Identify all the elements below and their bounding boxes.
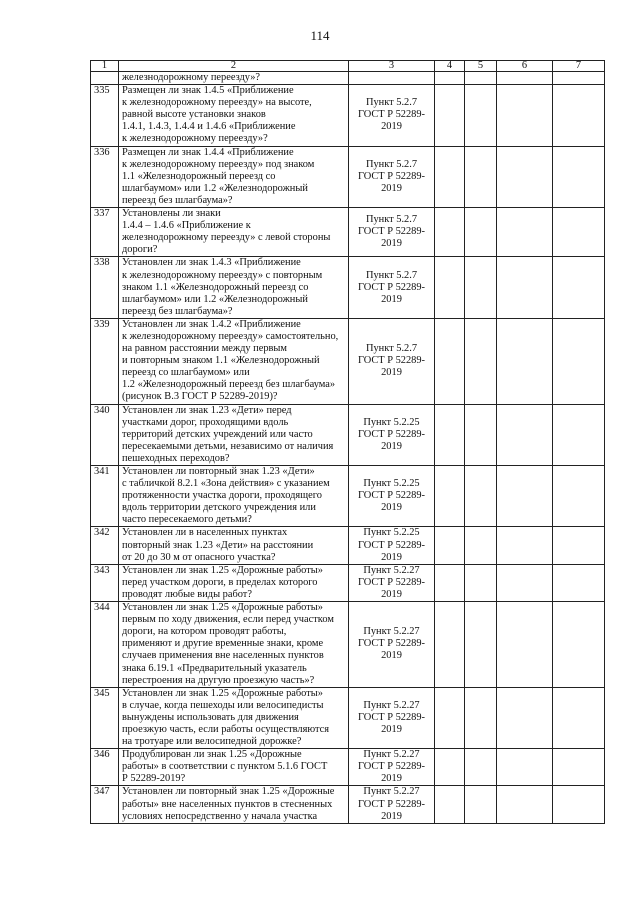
table-row xyxy=(91,564,605,601)
row-number-cell xyxy=(91,72,119,85)
column-header-3: 3 xyxy=(349,61,435,72)
row-number-cell: 344 xyxy=(91,602,119,688)
reference-cell: Пункт 5.2.7 ГОСТ Р 52289- 2019 xyxy=(349,208,435,257)
reference-cell: Пункт 5.2.7 ГОСТ Р 52289- 2019 xyxy=(349,257,435,318)
empty-cell xyxy=(497,318,553,404)
table-row xyxy=(91,318,605,404)
empty-cell xyxy=(435,466,465,527)
row-number-cell: 336 xyxy=(91,146,119,207)
question-text-cell: Установлены ли знаки 1.4.4 – 1.4.6 «Приближение к железнодорожному переезду» с левой стороны дороги? xyxy=(119,208,349,257)
table-row xyxy=(91,527,605,564)
row-number-cell: 347 xyxy=(91,786,119,823)
empty-cell xyxy=(435,786,465,823)
empty-cell xyxy=(497,602,553,688)
empty-cell xyxy=(553,85,605,146)
question-text-cell: Установлен ли знак 1.23 «Дети» перед участками дорог, проходящими вдоль территорий детских учреждений или часто пересекаемыми детьми, независимо от наличия пешеходных переходов? xyxy=(119,404,349,465)
empty-cell xyxy=(435,602,465,688)
empty-cell xyxy=(465,687,497,748)
empty-cell xyxy=(435,85,465,146)
table-row xyxy=(91,749,605,786)
table-row xyxy=(91,602,605,688)
reference-cell: Пункт 5.2.25 ГОСТ Р 52289- 2019 xyxy=(349,527,435,564)
empty-cell xyxy=(497,564,553,601)
reference-cell: Пункт 5.2.27 ГОСТ Р 52289- 2019 xyxy=(349,749,435,786)
reference-cell xyxy=(349,72,435,85)
column-header-1: 1 xyxy=(91,61,119,72)
empty-cell xyxy=(465,208,497,257)
empty-cell xyxy=(497,527,553,564)
column-header-5: 5 xyxy=(465,61,497,72)
reference-cell: Пункт 5.2.7 ГОСТ Р 52289- 2019 xyxy=(349,85,435,146)
column-header-4: 4 xyxy=(435,61,465,72)
empty-cell xyxy=(465,72,497,85)
empty-cell xyxy=(553,527,605,564)
empty-cell xyxy=(553,318,605,404)
reference-cell: Пункт 5.2.7 ГОСТ Р 52289- 2019 xyxy=(349,146,435,207)
reference-cell: Пункт 5.2.25 ГОСТ Р 52289- 2019 xyxy=(349,466,435,527)
empty-cell xyxy=(553,208,605,257)
empty-cell xyxy=(435,146,465,207)
row-number-cell: 343 xyxy=(91,564,119,601)
row-number-cell: 338 xyxy=(91,257,119,318)
empty-cell xyxy=(553,786,605,823)
empty-cell xyxy=(553,404,605,465)
table-row xyxy=(91,687,605,748)
question-text-cell: Установлен ли знак 1.25 «Дорожные работы» перед участком дороги, в пределах которого проводят любые виды работ? xyxy=(119,564,349,601)
empty-cell xyxy=(435,404,465,465)
empty-cell xyxy=(553,146,605,207)
reference-cell: Пункт 5.2.27 ГОСТ Р 52289- 2019 xyxy=(349,687,435,748)
question-text-cell: Установлен ли знак 1.25 «Дорожные работы» в случае, когда пешеходы или велосипедисты вынуждены использовать для движения проезжую часть, если работы осуществляются на тротуаре или велосипедной дорожке? xyxy=(119,687,349,748)
empty-cell xyxy=(553,749,605,786)
empty-cell xyxy=(497,404,553,465)
row-number-cell: 335 xyxy=(91,85,119,146)
empty-cell xyxy=(553,466,605,527)
reference-cell: Пункт 5.2.27 ГОСТ Р 52289- 2019 xyxy=(349,602,435,688)
continuation-text: железнодорожному переезду»? xyxy=(119,72,349,85)
column-header-7: 7 xyxy=(553,61,605,72)
empty-cell xyxy=(553,564,605,601)
empty-cell xyxy=(553,72,605,85)
table-row xyxy=(91,404,605,465)
empty-cell xyxy=(553,257,605,318)
empty-cell xyxy=(497,257,553,318)
checklist-table xyxy=(90,60,605,824)
empty-cell xyxy=(497,85,553,146)
empty-cell xyxy=(465,318,497,404)
table-row xyxy=(91,85,605,146)
row-number-cell: 341 xyxy=(91,466,119,527)
empty-cell xyxy=(465,466,497,527)
empty-cell xyxy=(435,72,465,85)
empty-cell xyxy=(497,749,553,786)
row-number-cell: 346 xyxy=(91,749,119,786)
table-row xyxy=(91,466,605,527)
empty-cell xyxy=(465,749,497,786)
row-number-cell: 339 xyxy=(91,318,119,404)
empty-cell xyxy=(435,527,465,564)
question-text-cell: Установлен ли повторный знак 1.25 «Дорожные работы» вне населенных пунктов в стесненных условиях непосредственно у начала участка xyxy=(119,786,349,823)
reference-cell: Пункт 5.2.7 ГОСТ Р 52289- 2019 xyxy=(349,318,435,404)
reference-cell: Пункт 5.2.25 ГОСТ Р 52289- 2019 xyxy=(349,404,435,465)
empty-cell xyxy=(497,72,553,85)
row-number-cell: 345 xyxy=(91,687,119,748)
empty-cell xyxy=(497,208,553,257)
empty-cell xyxy=(435,749,465,786)
empty-cell xyxy=(465,257,497,318)
empty-cell xyxy=(465,404,497,465)
empty-cell xyxy=(553,602,605,688)
page-number: 114 xyxy=(310,28,330,43)
empty-cell xyxy=(497,687,553,748)
header-row xyxy=(91,61,605,72)
question-text-cell: Установлен ли знак 1.4.3 «Приближение к железнодорожному переезду» с повторным знаком 1.1 «Железнодорожный переезд со шлагбаумом» или 1.2 «Железнодорожный переезд без шлагбаума»? xyxy=(119,257,349,318)
continuation-row xyxy=(91,72,605,85)
row-number-cell: 340 xyxy=(91,404,119,465)
row-number-cell: 337 xyxy=(91,208,119,257)
question-text-cell: Размещен ли знак 1.4.5 «Приближение к железнодорожному переезду» на высоте, равной высоте установки знаков 1.4.1, 1.4.3, 1.4.4 и 1.4.6 «Приближение к железнодорожному переезду»? xyxy=(119,85,349,146)
row-number-cell: 342 xyxy=(91,527,119,564)
empty-cell xyxy=(465,602,497,688)
column-header-6: 6 xyxy=(497,61,553,72)
empty-cell xyxy=(465,564,497,601)
column-header-2: 2 xyxy=(119,61,349,72)
table-row xyxy=(91,786,605,823)
question-text-cell: Размещен ли знак 1.4.4 «Приближение к железнодорожному переезду» под знаком 1.1 «Железнодорожный переезд со шлагбаумом» или 1.2 «Железнодорожный переезд без шлагбаума»? xyxy=(119,146,349,207)
question-text-cell: Продублирован ли знак 1.25 «Дорожные работы» в соответствии с пунктом 5.1.6 ГОСТ Р 52289-2019? xyxy=(119,749,349,786)
reference-cell: Пункт 5.2.27 ГОСТ Р 52289- 2019 xyxy=(349,564,435,601)
empty-cell xyxy=(435,208,465,257)
question-text-cell: Установлен ли знак 1.4.2 «Приближение к железнодорожному переезду» самостоятельно, на равном расстоянии между первым и повторным знаком 1.1 «Железнодорожный переезд со шлагбаумом» или 1.2 «Железнодорожный переезд без шлагбаума» (рисунок В.3 ГОСТ Р 52289-2019)? xyxy=(119,318,349,404)
empty-cell xyxy=(465,85,497,146)
empty-cell xyxy=(497,466,553,527)
empty-cell xyxy=(435,318,465,404)
empty-cell xyxy=(497,786,553,823)
empty-cell xyxy=(435,687,465,748)
empty-cell xyxy=(497,146,553,207)
table-row xyxy=(91,257,605,318)
reference-cell: Пункт 5.2.27 ГОСТ Р 52289- 2019 xyxy=(349,786,435,823)
table-row xyxy=(91,208,605,257)
empty-cell xyxy=(553,687,605,748)
empty-cell xyxy=(435,564,465,601)
question-text-cell: Установлен ли повторный знак 1.23 «Дети» с табличкой 8.2.1 «Зона действия» с указанием протяженности участка дороги, проходящего вдоль территории детского учреждения или часто пересекаемого детьми? xyxy=(119,466,349,527)
empty-cell xyxy=(435,257,465,318)
empty-cell xyxy=(465,146,497,207)
question-text-cell: Установлен ли в населенных пунктах повторный знак 1.23 «Дети» на расстоянии от 20 до 30 м от опасного участка? xyxy=(119,527,349,564)
empty-cell xyxy=(465,527,497,564)
question-text-cell: Установлен ли знак 1.25 «Дорожные работы» первым по ходу движения, если перед участком дороги, на котором проводят работы, применяют и другие временные знаки, кроме случаев применения вне населенных пунктов знака 6.19.1 «Предварительный указатель перестроения на другую проезжую часть»? xyxy=(119,602,349,688)
empty-cell xyxy=(465,786,497,823)
table-row xyxy=(91,146,605,207)
